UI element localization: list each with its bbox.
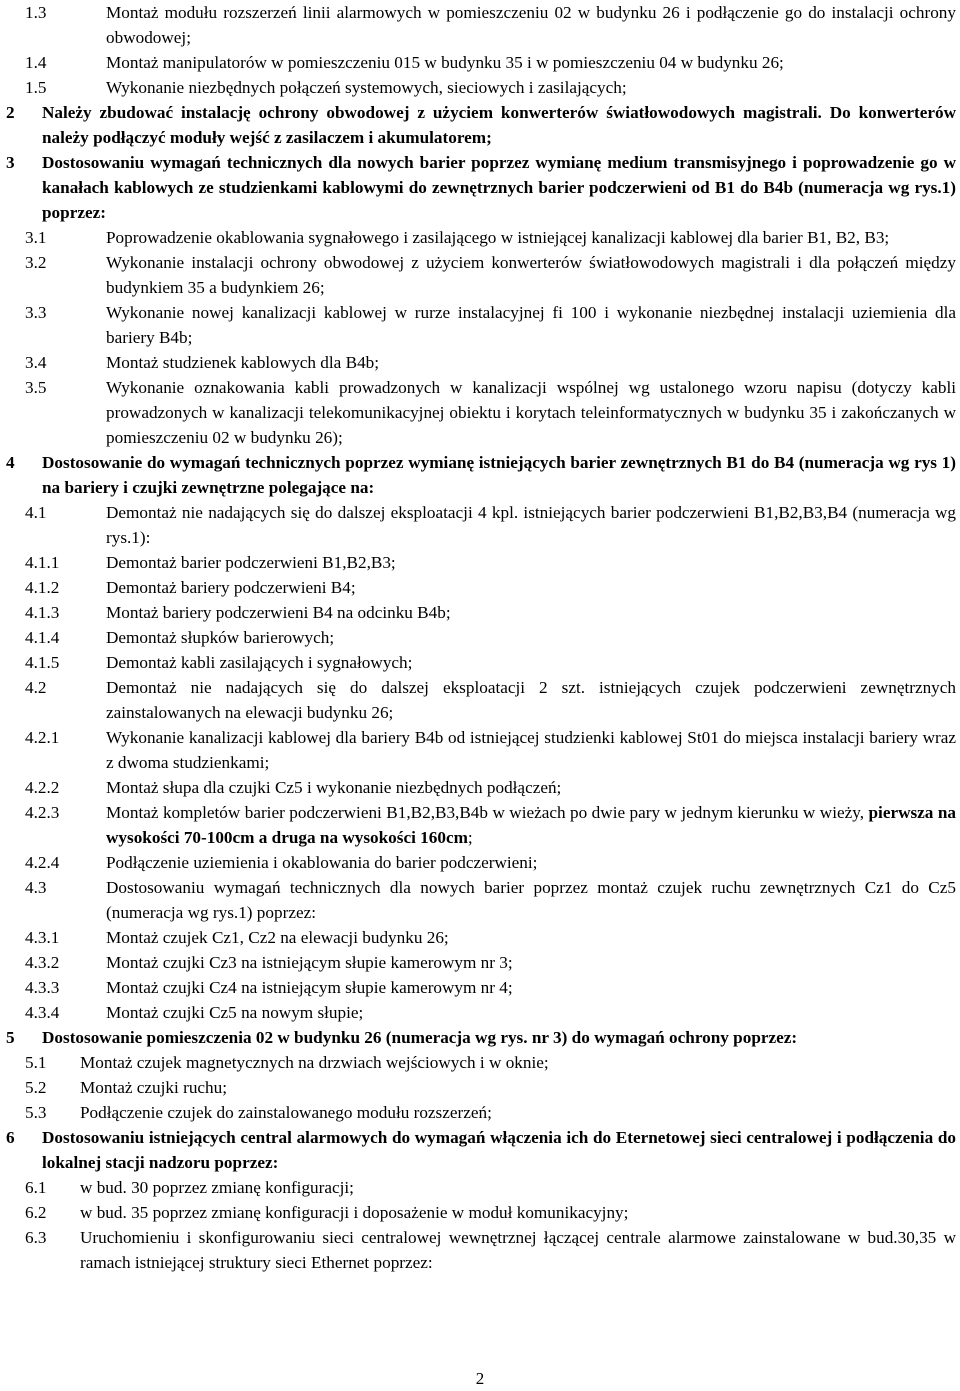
- item-text-main: Dostosowaniu istniejących central alarmowych do wymagań włączenia ich do Eternetowej sieci centralowej i podłączenia do lokalnej stacji nadzoru poprzez:: [42, 1128, 956, 1172]
- item-text-bold: pierwsza na wysokości 70-100cm a druga na wysokości 160cm: [106, 803, 956, 847]
- item-number: 5.2: [25, 1078, 47, 1097]
- item-number: 3: [6, 153, 15, 172]
- list-item-4: [0, 450, 960, 500]
- item-number: 4.3.2: [25, 953, 60, 972]
- item-text-main: Montaż bariery podczerwieni B4 na odcinku B4b;: [106, 603, 451, 622]
- item-number: 4: [6, 453, 15, 472]
- item-number: 4.3: [25, 878, 47, 897]
- item-text: [80, 1200, 956, 1225]
- item-number: 4.3.3: [25, 978, 60, 997]
- item-number: 1.3: [25, 3, 47, 22]
- item-number: 1.5: [25, 78, 47, 97]
- item-text: [106, 300, 956, 350]
- list-item-6-3: [0, 1225, 960, 1275]
- item-text-main: Poprowadzenie okablowania sygnałowego i zasilającego w istniejącej kanalizacji kablowej dla barier B1, B2, B3;: [106, 228, 890, 247]
- list-item-4-2: [0, 675, 960, 725]
- item-text: [106, 975, 956, 1000]
- item-text-main: Wykonanie niezbędnych połączeń systemowych, sieciowych i zasilających;: [106, 78, 627, 97]
- item-number: 4.2.3: [25, 803, 60, 822]
- item-text-main: Demontaż bariery podczerwieni B4;: [106, 578, 356, 597]
- list-item-4-1-4: [0, 625, 960, 650]
- list-item-4-2-2: [0, 775, 960, 800]
- item-text-main: Wykonanie oznakowania kabli prowadzonych w kanalizacji wspólnej wg ustalonego wzoru napisu (dotyczy kabli prowadzonych w kanalizacji telekomunikacyjnej obiektu i korytach teleinformatycznych w budynku 35 i zakończanych w pomieszczeniu 02 w budynku 26);: [106, 378, 956, 447]
- item-text-main: Dostosowanie do wymagań technicznych poprzez wymianę istniejących barier zewnętrznych B1 do B4 (numeracja wg rys 1) na bariery i czujki zewnętrzne polegające na:: [42, 453, 956, 497]
- item-text: [106, 675, 956, 725]
- list-item-4-3-1: [0, 925, 960, 950]
- item-text-main: Należy zbudować instalację ochrony obwodowej z użyciem konwerterów światłowodowych magistrali. Do konwerterów należy podłączyć moduły wejść z zasilaczem i akumulatorem;: [42, 103, 956, 147]
- item-number: 6: [6, 1128, 15, 1147]
- item-text: [42, 450, 956, 500]
- item-text: [106, 1000, 956, 1025]
- item-text: [106, 625, 956, 650]
- item-text: [106, 575, 956, 600]
- list-item-5-1: [0, 1050, 960, 1075]
- item-number: 3.1: [25, 228, 47, 247]
- item-text: [106, 950, 956, 975]
- list-item-2: [0, 100, 960, 150]
- item-text: [106, 250, 956, 300]
- list-item-6: [0, 1125, 960, 1175]
- item-number: 6.3: [25, 1228, 47, 1247]
- item-text-main: Demontaż słupków barierowych;: [106, 628, 335, 647]
- list-item-5-3: [0, 1100, 960, 1125]
- item-text: [106, 925, 956, 950]
- item-text-main: Demontaż nie nadających się do dalszej eksploatacji 4 kpl. istniejących barier podczerwieni B1,B2,B3,B4 (numeracja wg rys.1):: [106, 503, 956, 547]
- item-text: [42, 1025, 956, 1050]
- item-text: [106, 50, 956, 75]
- item-text: [42, 100, 956, 150]
- item-text: [80, 1050, 956, 1075]
- item-text: [42, 150, 956, 225]
- item-text: [42, 1125, 956, 1175]
- item-text-main: Montaż czujki Cz3 na istniejącym słupie kamerowym nr 3;: [106, 953, 513, 972]
- item-number: 4.1.5: [25, 653, 60, 672]
- item-text: [106, 225, 956, 250]
- item-text-main: Podłączenie czujek do zainstalowanego modułu rozszerzeń;: [80, 1103, 492, 1122]
- list-item-4-1-2: [0, 575, 960, 600]
- list-item-1-3: [0, 0, 960, 50]
- list-item-3-4: [0, 350, 960, 375]
- item-number: 4.3.4: [25, 1003, 60, 1022]
- list-item-4-3-2: [0, 950, 960, 975]
- item-text-main: Montaż manipulatorów w pomieszczeniu 015 w budynku 35 i w pomieszczeniu 04 w budynku 26;: [106, 53, 784, 72]
- item-text: [80, 1100, 956, 1125]
- item-text-main: Podłączenie uziemienia i okablowania do barier podczerwieni;: [106, 853, 538, 872]
- item-text: [106, 500, 956, 550]
- item-text-main: Montaż czujki ruchu;: [80, 1078, 228, 1097]
- item-text-main: Uruchomieniu i skonfigurowaniu sieci centralowej wewnętrznej łączącej centrale alarmowe zainstalowane w bud.30,35 w ramach istniejącej struktury sieci Ethernet poprzez:: [80, 1228, 956, 1272]
- item-text-tail: ;: [467, 828, 473, 847]
- item-text: [106, 850, 956, 875]
- item-text: [106, 875, 956, 925]
- list-item-4-2-1: [0, 725, 960, 775]
- item-text: [106, 775, 956, 800]
- list-item-5: [0, 1025, 960, 1050]
- item-text-main: Montaż słupa dla czujki Cz5 i wykonanie niezbędnych podłączeń;: [106, 778, 562, 797]
- list-item-3: [0, 150, 960, 225]
- item-number: 4.2: [25, 678, 47, 697]
- page-number: 2: [475, 1369, 485, 1388]
- list-item-4-3-4: [0, 1000, 960, 1025]
- list-item-3-5: [0, 375, 960, 450]
- item-number: 3.4: [25, 353, 47, 372]
- item-text-main: Montaż czujki Cz5 na nowym słupie;: [106, 1003, 364, 1022]
- list-item-4-3-3: [0, 975, 960, 1000]
- item-text: [106, 650, 956, 675]
- list-item-3-1: [0, 225, 960, 250]
- item-text-main: Wykonanie nowej kanalizacji kablowej w rurze instalacyjnej fi 100 i wykonanie niezbędnej instalacji uziemienia dla bariery B4b;: [106, 303, 956, 347]
- item-number: 5.3: [25, 1103, 47, 1122]
- list-item-4-1-3: [0, 600, 960, 625]
- list-item-1-4: [0, 50, 960, 75]
- item-number: 3.2: [25, 253, 47, 272]
- item-number: 4.1: [25, 503, 47, 522]
- item-text: [106, 0, 956, 50]
- item-text-main: Montaż czujki Cz4 na istniejącym słupie kamerowym nr 4;: [106, 978, 513, 997]
- item-number: 3.3: [25, 303, 47, 322]
- item-number: 4.2.2: [25, 778, 60, 797]
- item-number: 4.1.3: [25, 603, 60, 622]
- item-number: 2: [6, 103, 15, 122]
- item-text-main: Montaż kompletów barier podczerwieni B1,B2,B3,B4b w wieżach po dwie pary w jednym kierunku w wieży,: [106, 803, 865, 822]
- item-text: [106, 725, 956, 775]
- item-text-main: Montaż czujek magnetycznych na drzwiach wejściowych i w oknie;: [80, 1053, 549, 1072]
- item-text-main: Montaż czujek Cz1, Cz2 na elewacji budynku 26;: [106, 928, 449, 947]
- list-item-3-3: [0, 300, 960, 350]
- item-text: [106, 375, 956, 450]
- item-text-main: Montaż modułu rozszerzeń linii alarmowych w pomieszczeniu 02 w budynku 26 i podłączenie go do instalacji ochrony obwodowej;: [106, 3, 956, 47]
- list-item-4-1: [0, 500, 960, 550]
- item-number: 5: [6, 1028, 15, 1047]
- item-number: 4.2.1: [25, 728, 60, 747]
- list-item-4-2-4: [0, 850, 960, 875]
- list-item-5-2: [0, 1075, 960, 1100]
- item-text-main: w bud. 30 poprzez zmianę konfiguracji;: [80, 1178, 354, 1197]
- item-number: 4.3.1: [25, 928, 60, 947]
- list-item-4-1-1: [0, 550, 960, 575]
- item-text-main: Montaż studzienek kablowych dla B4b;: [106, 353, 380, 372]
- item-text: [106, 350, 956, 375]
- list-item-1-5: [0, 75, 960, 100]
- item-text-main: Demontaż kabli zasilających i sygnałowych;: [106, 653, 413, 672]
- item-text-main: Wykonanie instalacji ochrony obwodowej z użyciem konwerterów światłowodowych magistrali i dla połączeń między budynkiem 35 a budynkiem 26;: [106, 253, 956, 297]
- item-number: 6.2: [25, 1203, 47, 1222]
- item-text: [106, 75, 956, 100]
- item-text-main: Demontaż barier podczerwieni B1,B2,B3;: [106, 553, 396, 572]
- item-text-main: Demontaż nie nadających się do dalszej eksploatacji 2 szt. istniejących czujek podczerwieni zewnętrznych zainstalowanych na elewacji budynku 26;: [106, 678, 956, 722]
- list-item-4-3: [0, 875, 960, 925]
- item-text-main: w bud. 35 poprzez zmianę konfiguracji i doposażenie w moduł komunikacyjny;: [80, 1203, 629, 1222]
- item-number: 4.1.1: [25, 553, 60, 572]
- list-item-6-1: [0, 1175, 960, 1200]
- list-item-3-2: [0, 250, 960, 300]
- item-text: [80, 1075, 956, 1100]
- item-text-main: Dostosowanie pomieszczenia 02 w budynku 26 (numeracja wg rys. nr 3) do wymagań ochrony poprzez:: [42, 1028, 798, 1047]
- item-text: [106, 800, 956, 850]
- item-number: 4.1.4: [25, 628, 60, 647]
- item-number: 4.2.4: [25, 853, 60, 872]
- item-text-main: Dostosowaniu wymagań technicznych dla nowych barier poprzez montaż czujek ruchu zewnętrznych Cz1 do Cz5 (numeracja wg rys.1) poprzez:: [106, 878, 956, 922]
- item-text: [106, 550, 956, 575]
- item-text-main: Wykonanie kanalizacji kablowej dla bariery B4b od istniejącej studzienki kablowej St01 do miejsca instalacji bariery wraz z dwoma studzienkami;: [106, 728, 956, 772]
- item-text: [106, 600, 956, 625]
- list-item-4-2-3: [0, 800, 960, 850]
- item-text-main: Dostosowaniu wymagań technicznych dla nowych barier poprzez wymianę medium transmisyjnego i poprowadzenie go w kanałach kablowych ze studzienkami kablowymi do zewnętrznych barier podczerwieni od B1 do B4b (numeracja wg rys.1) poprzez:: [42, 153, 956, 222]
- item-number: 3.5: [25, 378, 47, 397]
- item-number: 6.1: [25, 1178, 47, 1197]
- item-number: 4.1.2: [25, 578, 60, 597]
- item-number: 1.4: [25, 53, 47, 72]
- item-text: [80, 1175, 956, 1200]
- list-item-6-2: [0, 1200, 960, 1225]
- item-text: [80, 1225, 956, 1275]
- item-number: 5.1: [25, 1053, 47, 1072]
- list-item-4-1-5: [0, 650, 960, 675]
